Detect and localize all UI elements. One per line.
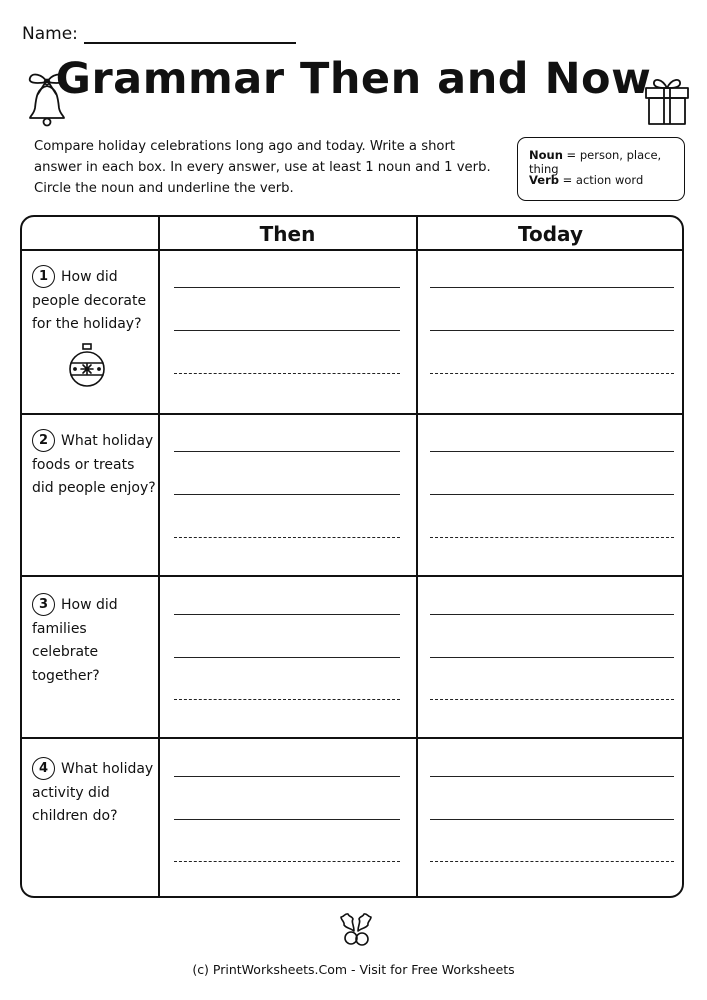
answer-line[interactable]	[430, 776, 674, 777]
question-number: 4	[32, 757, 55, 780]
row-divider	[22, 575, 682, 577]
answer-line[interactable]	[430, 451, 674, 452]
legend-verb-term: Verb	[529, 173, 559, 187]
gift-icon	[642, 74, 692, 126]
answer-line[interactable]	[174, 373, 400, 374]
answer-line[interactable]	[174, 494, 400, 495]
legend-noun	[529, 148, 684, 176]
answer-line[interactable]	[430, 861, 674, 862]
legend-box	[517, 137, 685, 201]
question-cell	[32, 757, 156, 829]
question-number: 1	[32, 265, 55, 288]
question-number: 3	[32, 593, 55, 616]
answer-line[interactable]	[174, 861, 400, 862]
column-header-today: Today	[518, 222, 583, 246]
answer-line[interactable]	[174, 451, 400, 452]
name-row	[22, 18, 296, 44]
question-cell	[32, 265, 156, 337]
name-field[interactable]	[84, 22, 296, 44]
answer-line[interactable]	[174, 776, 400, 777]
answer-line[interactable]	[174, 537, 400, 538]
question-cell	[32, 429, 156, 501]
answer-line[interactable]	[174, 819, 400, 820]
question-text: What holiday foods or treats did people enjoy?	[32, 433, 156, 496]
column-divider	[158, 217, 160, 896]
answer-line[interactable]	[174, 699, 400, 700]
answer-line[interactable]	[174, 287, 400, 288]
page-title: Grammar Then and Now	[55, 54, 652, 104]
answer-line[interactable]	[174, 614, 400, 615]
question-text: How did people decorate for the holiday?	[32, 269, 147, 332]
answer-line[interactable]	[430, 657, 674, 658]
answer-line[interactable]	[430, 537, 674, 538]
question-text: What holiday activity did children do?	[32, 761, 154, 824]
row-divider	[22, 249, 682, 251]
question-number: 2	[32, 429, 55, 452]
name-label: Name:	[22, 24, 78, 44]
column-divider	[416, 217, 418, 896]
question-cell	[32, 593, 156, 688]
answer-line[interactable]	[430, 819, 674, 820]
question-text: How did families celebrate together?	[32, 597, 118, 684]
instructions-text: Compare holiday celebrations long ago and today. Write a short answer in each box. In every answer, use at least 1 noun and 1 verb. Circle the noun and underline the verb.	[34, 139, 491, 196]
answer-line[interactable]	[430, 494, 674, 495]
legend-noun-term: Noun	[529, 148, 563, 162]
ornament-icon	[67, 342, 107, 388]
legend-noun-def: = person, place, thing	[529, 148, 662, 176]
column-header-then: Then	[259, 222, 316, 246]
answer-line[interactable]	[430, 287, 674, 288]
answer-line[interactable]	[174, 657, 400, 658]
answer-line[interactable]	[430, 330, 674, 331]
answer-line[interactable]	[430, 614, 674, 615]
legend-verb-def: = action word	[558, 173, 644, 187]
legend-verb	[529, 173, 643, 187]
row-divider	[22, 413, 682, 415]
holly-icon	[333, 905, 379, 951]
footer-credit: (c) PrintWorksheets.Com - Visit for Free Worksheets	[192, 962, 515, 977]
row-divider	[22, 737, 682, 739]
answer-line[interactable]	[430, 373, 674, 374]
answer-line[interactable]	[174, 330, 400, 331]
answer-line[interactable]	[430, 699, 674, 700]
worksheet-table	[20, 215, 684, 898]
